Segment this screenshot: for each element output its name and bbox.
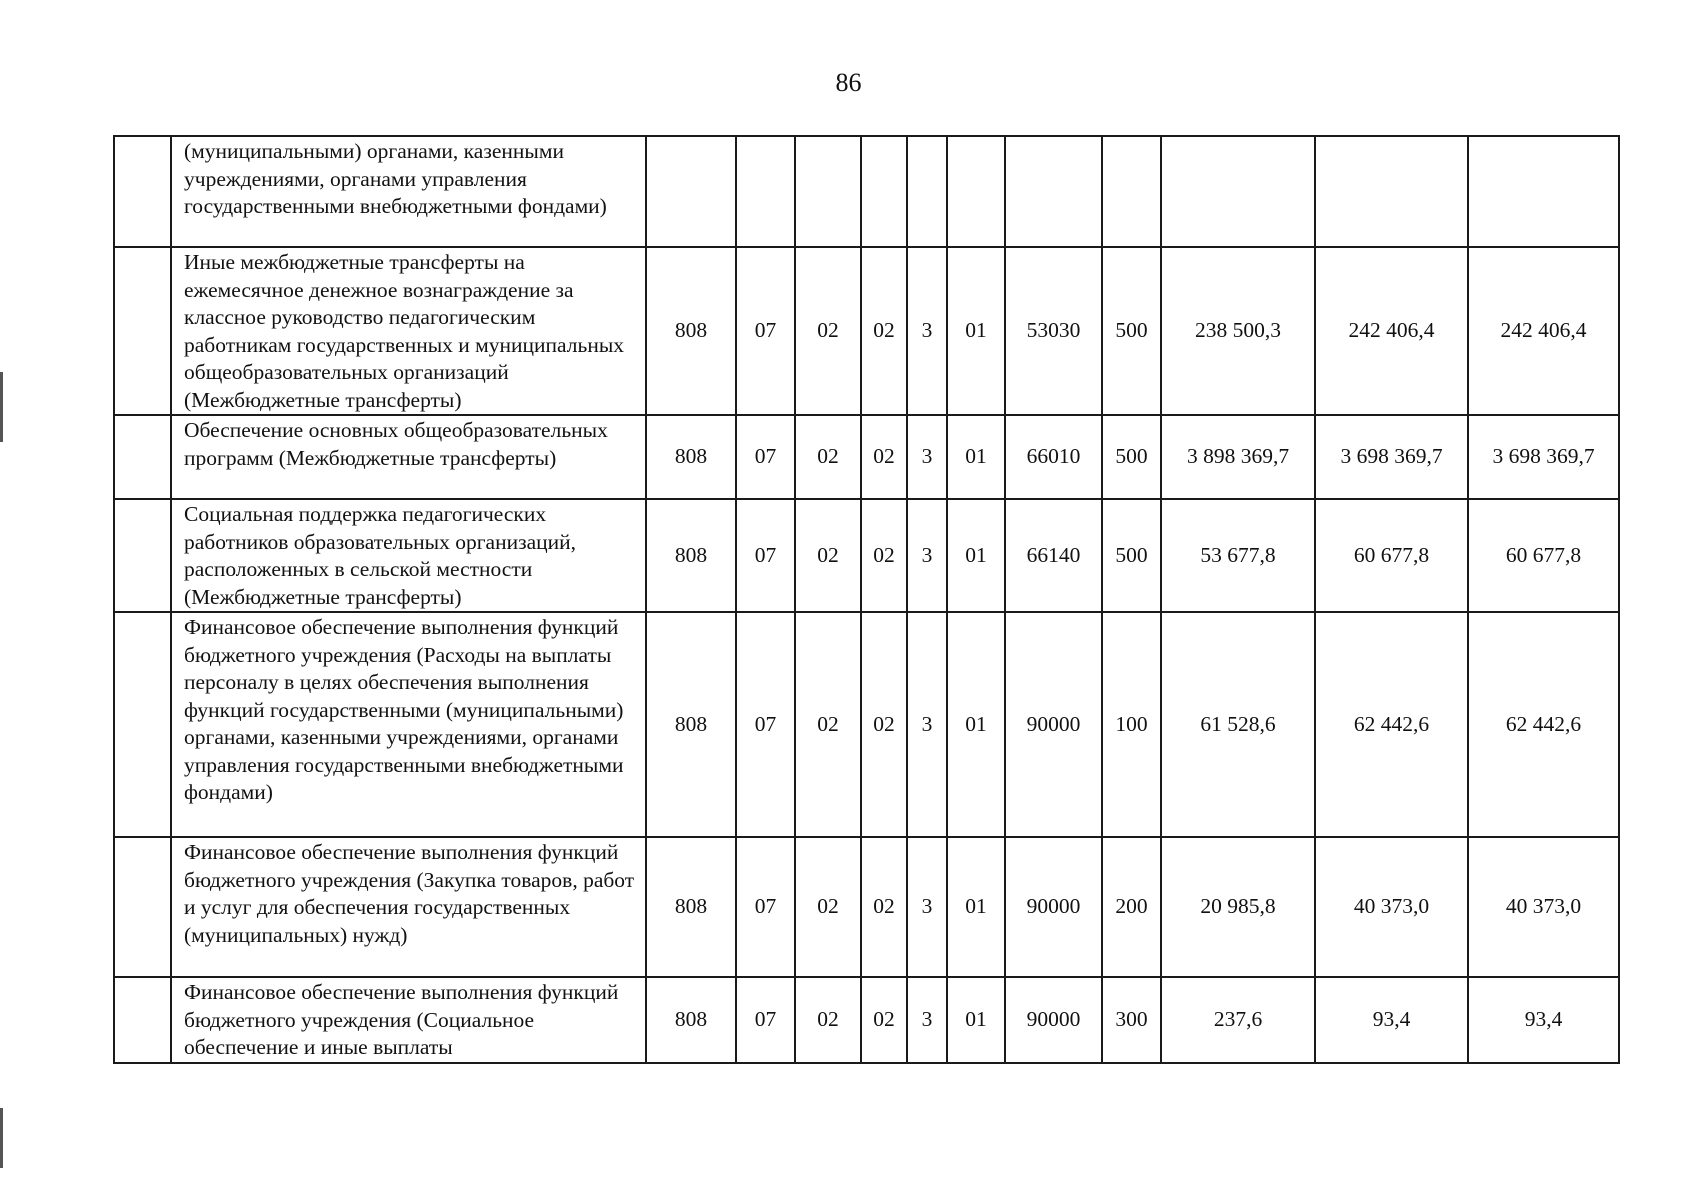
program-code-cell: 02 bbox=[861, 837, 907, 977]
main-activity-code-cell: 01 bbox=[947, 247, 1005, 415]
subprogram-code-cell: 3 bbox=[907, 977, 947, 1063]
amount-year1-cell bbox=[1161, 136, 1315, 247]
subsection-code-cell: 02 bbox=[795, 415, 861, 499]
expense-type-code-cell: 500 bbox=[1102, 247, 1161, 415]
amount-year1-cell: 61 528,6 bbox=[1161, 612, 1315, 837]
row-index-cell bbox=[114, 977, 171, 1063]
expense-type-code-cell bbox=[1102, 136, 1161, 247]
section-code-cell: 07 bbox=[736, 612, 795, 837]
direction-code-cell: 53030 bbox=[1005, 247, 1102, 415]
table-row bbox=[114, 136, 1619, 247]
department-code-cell: 808 bbox=[646, 977, 736, 1063]
amount-year2-cell bbox=[1315, 136, 1468, 247]
direction-code-cell: 66140 bbox=[1005, 499, 1102, 612]
row-index-cell bbox=[114, 612, 171, 837]
expense-name-cell: Финансовое обеспечение выполнения функций бюджетного учреждения (Социальное обеспечение и иные выплаты bbox=[171, 977, 646, 1063]
subprogram-code-cell: 3 bbox=[907, 612, 947, 837]
main-activity-code-cell: 01 bbox=[947, 837, 1005, 977]
amount-year3-cell: 40 373,0 bbox=[1468, 837, 1619, 977]
main-activity-code-cell: 01 bbox=[947, 612, 1005, 837]
section-code-cell: 07 bbox=[736, 415, 795, 499]
program-code-cell: 02 bbox=[861, 247, 907, 415]
budget-table bbox=[113, 135, 1620, 1064]
subsection-code-cell: 02 bbox=[795, 837, 861, 977]
table-row bbox=[114, 415, 1619, 499]
section-code-cell: 07 bbox=[736, 837, 795, 977]
amount-year2-cell: 60 677,8 bbox=[1315, 499, 1468, 612]
main-activity-code-cell bbox=[947, 136, 1005, 247]
subsection-code-cell: 02 bbox=[795, 612, 861, 837]
expense-type-code-cell: 100 bbox=[1102, 612, 1161, 837]
amount-year1-cell: 53 677,8 bbox=[1161, 499, 1315, 612]
amount-year3-cell: 62 442,6 bbox=[1468, 612, 1619, 837]
row-index-cell bbox=[114, 247, 171, 415]
scan-edge-mark bbox=[0, 372, 3, 442]
amount-year3-cell: 60 677,8 bbox=[1468, 499, 1619, 612]
amount-year1-cell: 238 500,3 bbox=[1161, 247, 1315, 415]
section-code-cell: 07 bbox=[736, 499, 795, 612]
amount-year2-cell: 242 406,4 bbox=[1315, 247, 1468, 415]
expense-type-code-cell: 500 bbox=[1102, 415, 1161, 499]
table-row bbox=[114, 837, 1619, 977]
amount-year2-cell: 93,4 bbox=[1315, 977, 1468, 1063]
amount-year3-cell bbox=[1468, 136, 1619, 247]
program-code-cell: 02 bbox=[861, 415, 907, 499]
section-code-cell: 07 bbox=[736, 977, 795, 1063]
row-index-cell bbox=[114, 415, 171, 499]
main-activity-code-cell: 01 bbox=[947, 977, 1005, 1063]
expense-name-cell: (муниципальными) органами, казенными учреждениями, органами управления государственными внебюджетными фондами) bbox=[171, 136, 646, 247]
direction-code-cell bbox=[1005, 136, 1102, 247]
amount-year2-cell: 40 373,0 bbox=[1315, 837, 1468, 977]
subprogram-code-cell: 3 bbox=[907, 499, 947, 612]
program-code-cell: 02 bbox=[861, 977, 907, 1063]
section-code-cell: 07 bbox=[736, 247, 795, 415]
subsection-code-cell: 02 bbox=[795, 977, 861, 1063]
department-code-cell: 808 bbox=[646, 612, 736, 837]
main-activity-code-cell: 01 bbox=[947, 499, 1005, 612]
table-row bbox=[114, 499, 1619, 612]
section-code-cell bbox=[736, 136, 795, 247]
direction-code-cell: 66010 bbox=[1005, 415, 1102, 499]
subsection-code-cell: 02 bbox=[795, 499, 861, 612]
amount-year2-cell: 3 698 369,7 bbox=[1315, 415, 1468, 499]
direction-code-cell: 90000 bbox=[1005, 837, 1102, 977]
subprogram-code-cell: 3 bbox=[907, 415, 947, 499]
department-code-cell: 808 bbox=[646, 499, 736, 612]
amount-year3-cell: 3 698 369,7 bbox=[1468, 415, 1619, 499]
expense-type-code-cell: 500 bbox=[1102, 499, 1161, 612]
expense-name-cell: Иные межбюджетные трансферты на ежемесячное денежное вознаграждение за классное руководство педагогическим работникам государственных и муниципальных общеобразовательных организаций (Межбюджетные трансферты) bbox=[171, 247, 646, 415]
subprogram-code-cell: 3 bbox=[907, 837, 947, 977]
row-index-cell bbox=[114, 499, 171, 612]
subsection-code-cell bbox=[795, 136, 861, 247]
amount-year3-cell: 242 406,4 bbox=[1468, 247, 1619, 415]
expense-type-code-cell: 200 bbox=[1102, 837, 1161, 977]
subprogram-code-cell bbox=[907, 136, 947, 247]
program-code-cell: 02 bbox=[861, 612, 907, 837]
amount-year3-cell: 93,4 bbox=[1468, 977, 1619, 1063]
expense-name-cell: Обеспечение основных общеобразовательных программ (Межбюджетные трансферты) bbox=[171, 415, 646, 499]
main-activity-code-cell: 01 bbox=[947, 415, 1005, 499]
department-code-cell: 808 bbox=[646, 247, 736, 415]
amount-year1-cell: 237,6 bbox=[1161, 977, 1315, 1063]
direction-code-cell: 90000 bbox=[1005, 612, 1102, 837]
table-row bbox=[114, 247, 1619, 415]
row-index-cell bbox=[114, 837, 171, 977]
row-index-cell bbox=[114, 136, 171, 247]
department-code-cell: 808 bbox=[646, 837, 736, 977]
amount-year1-cell: 20 985,8 bbox=[1161, 837, 1315, 977]
program-code-cell: 02 bbox=[861, 499, 907, 612]
department-code-cell: 808 bbox=[646, 415, 736, 499]
subprogram-code-cell: 3 bbox=[907, 247, 947, 415]
subsection-code-cell: 02 bbox=[795, 247, 861, 415]
expense-name-cell: Финансовое обеспечение выполнения функций бюджетного учреждения (Закупка товаров, работ и услуг для обеспечения государственных (муниципальных) нужд) bbox=[171, 837, 646, 977]
expense-name-cell: Финансовое обеспечение выполнения функций бюджетного учреждения (Расходы на выплаты персоналу в целях обеспечения выполнения функций государственными (муниципальными) органами, казенными учреждениями, органами управления государственными внебюджетными фондами) bbox=[171, 612, 646, 837]
scan-edge-mark bbox=[0, 1108, 3, 1168]
program-code-cell bbox=[861, 136, 907, 247]
expense-type-code-cell: 300 bbox=[1102, 977, 1161, 1063]
table-row bbox=[114, 612, 1619, 837]
direction-code-cell: 90000 bbox=[1005, 977, 1102, 1063]
table-row bbox=[114, 977, 1619, 1063]
amount-year2-cell: 62 442,6 bbox=[1315, 612, 1468, 837]
expense-name-cell: Социальная поддержка педагогических работников образовательных организаций, расположенных в сельской местности (Межбюджетные трансферты) bbox=[171, 499, 646, 612]
amount-year1-cell: 3 898 369,7 bbox=[1161, 415, 1315, 499]
department-code-cell bbox=[646, 136, 736, 247]
page-number: 86 bbox=[835, 68, 862, 97]
